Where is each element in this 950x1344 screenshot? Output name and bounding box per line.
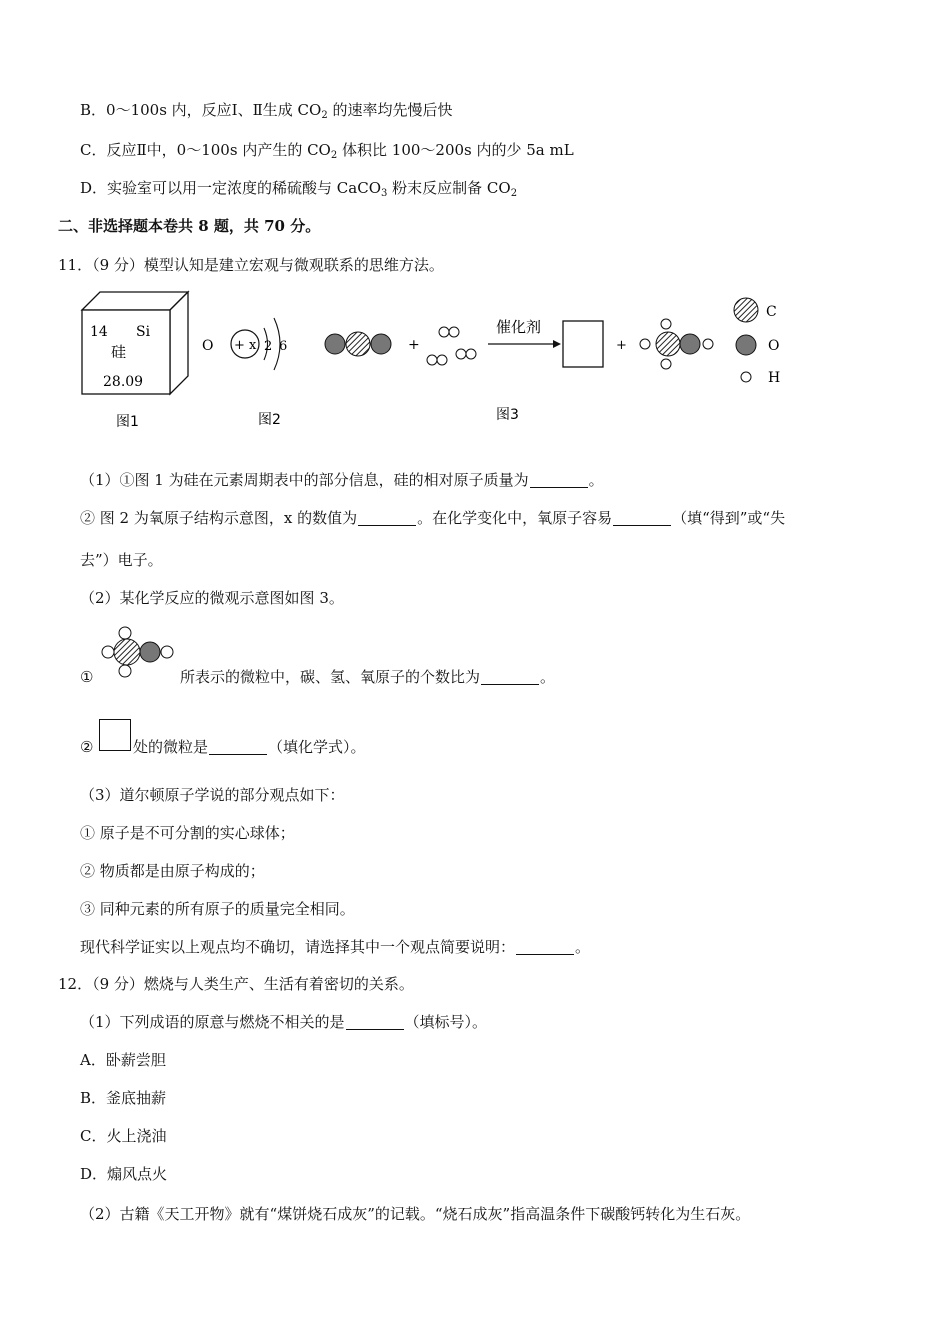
unknown-product-box [563, 321, 603, 367]
q12-part1: （1）下列成语的原意与燃烧不相关的是 （填标号）。 [80, 1013, 488, 1031]
answer-blank[interactable] [346, 1015, 404, 1030]
q11-part1-2: ② 图 2 为氧原子结构示意图，x 的数值为 。在化学变化中，氧原子容易 （填“得到”或“失 [80, 509, 786, 527]
element-symbol: Si [136, 324, 151, 340]
shell-1-electrons: 2 [264, 339, 273, 354]
element-name: 硅 [111, 343, 127, 361]
answer-blank[interactable] [481, 670, 539, 685]
atomic-number: 14 [90, 324, 108, 340]
q12-option-b: B．釜底抽薪 [80, 1089, 167, 1107]
q12-part2: （2）古籍《天工开物》就有“煤饼烧石成灰”的记载。“烧石成灰”指高温条件下碳酸钙转化为生石灰。 [80, 1205, 751, 1223]
answer-blank[interactable] [613, 511, 671, 526]
plus-sign-2: + [616, 338, 627, 353]
periodic-table-cell [82, 292, 188, 394]
answer-blank[interactable] [530, 473, 588, 488]
question-12-stem: 12．（9 分）燃烧与人类生产、生活有着密切的关系。 [58, 975, 414, 993]
figure-row [78, 288, 808, 438]
q11-part2: （2）某化学反应的微观示意图如图 3。 [80, 589, 344, 607]
q11-part1-2-cont: 去”）电子。 [80, 551, 163, 569]
legend-hydrogen: H [768, 370, 781, 386]
option-c: C．反应Ⅱ中，0～100s 内产生的 $CO_2$ 体积比 100～200s 内的少 5a mL [80, 141, 574, 161]
dalton-view-3: ③ 同种元素的所有原子的质量完全相同。 [80, 900, 355, 918]
answer-blank[interactable] [209, 740, 267, 755]
q11-part1-1: （1）①图 1 为硅在元素周期表中的部分信息，硅的相对原子质量为 。 [80, 471, 604, 489]
q12-option-d: D．煽风点火 [80, 1165, 168, 1183]
fig1-caption: 图1 [116, 414, 139, 430]
q11-part2-1-num: ① [80, 668, 94, 686]
dalton-view-1: ① 原子是不可分割的实心球体； [80, 824, 295, 842]
q12-option-c: C．火上浇油 [80, 1127, 167, 1145]
q11-part2-2: 处的微粒是 （填化学式）。 [133, 738, 366, 756]
methanol-molecule-inline [100, 624, 178, 680]
catalyst-label: 催化剂 [496, 318, 542, 336]
legend-oxygen: O [768, 338, 780, 354]
methanol-molecule [640, 319, 713, 369]
plus-sign-1: + [408, 337, 420, 353]
product-box-inline [99, 719, 131, 751]
q11-part2-1: 所表示的微粒中，碳、氢、氧原子的个数比为 。 [180, 668, 556, 686]
atom-legend [734, 298, 780, 386]
q11-part2-2-num: ② [80, 738, 94, 756]
section-heading: 二、非选择题本卷共 8 题，共 70 分。 [58, 217, 321, 235]
q12-option-a: A．卧薪尝胆 [80, 1051, 166, 1069]
q11-part3-question: 现代科学证实以上观点均不确切，请选择其中一个观点简要说明： 。 [80, 938, 591, 956]
fig3-caption: 图3 [496, 407, 519, 423]
co2-molecule [325, 332, 391, 356]
q11-part3: （3）道尔顿原子学说的部分观点如下： [80, 786, 345, 804]
nucleus-charge: + x [234, 338, 257, 353]
option-d: D．实验室可以用一定浓度的稀硫酸与 CaCO$_3$ 粉末反应制备 $CO_2$ [80, 179, 518, 199]
legend-carbon: C [766, 304, 777, 320]
atom-symbol: O [202, 338, 214, 354]
hydrogen-molecules [427, 327, 476, 365]
fig2-caption: 图2 [258, 412, 281, 428]
answer-blank[interactable] [516, 940, 574, 955]
atomic-mass: 28.09 [103, 374, 144, 390]
answer-blank[interactable] [358, 511, 416, 526]
oxygen-atom-structure [202, 318, 287, 370]
question-11-stem: 11．（9 分）模型认知是建立宏观与微观联系的思维方法。 [58, 256, 444, 274]
option-b: B．0～100s 内，反应Ⅰ、Ⅱ生成 $CO_2$ 的速率均先慢后快 [80, 101, 453, 121]
shell-2-electrons: 6 [279, 339, 288, 354]
dalton-view-2: ② 物质都是由原子构成的； [80, 862, 265, 880]
